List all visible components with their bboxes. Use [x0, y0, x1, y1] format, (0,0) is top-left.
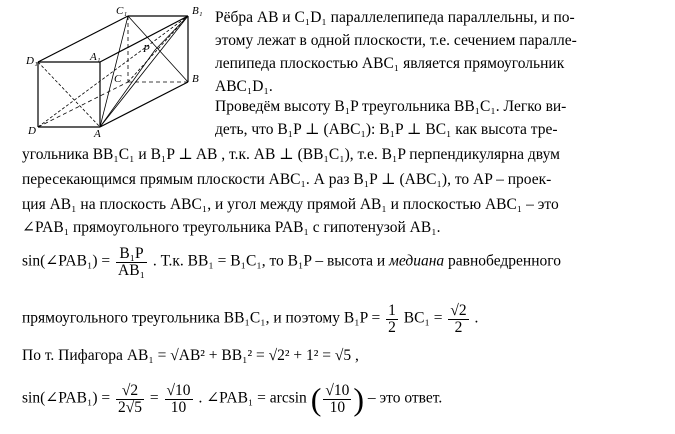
after-mediana-text: равнобедренного [444, 252, 561, 270]
period: . [474, 309, 479, 327]
fraction-b1p-ab1 [116, 246, 147, 278]
fraction-numerator: √2 [450, 302, 467, 319]
diagonals [38, 16, 188, 127]
fraction-denominator: 2 [454, 318, 463, 336]
label-p: P [143, 43, 150, 55]
angle-text: . ∠PAB₁ = arcsin [198, 389, 307, 407]
label-d: D [28, 125, 36, 137]
label-d1: D₁ [26, 55, 38, 67]
label-b: B [192, 73, 199, 85]
fraction-denominator: 10 [170, 398, 187, 416]
fraction-numerator: √10 [325, 382, 350, 399]
label-c: C [114, 73, 122, 85]
label-a: A [94, 128, 101, 140]
text-line-3: лепипеда плоскостью ABC₁ является прямоугольник [215, 55, 565, 72]
sin2-lhs: sin(∠PAB₁) = [22, 389, 111, 407]
text-line-4: ABC₁D₁. [215, 78, 273, 95]
fraction-sqrt10-10 [165, 383, 193, 415]
fraction-half [386, 303, 398, 335]
l12-text: прямоугольного треугольника BB₁C₁, и поэтому B₁P = [22, 309, 381, 327]
text-line-6: деть, что B₁P ⊥ (ABC₁): B₁P ⊥ BC₁ как высота тре- [215, 121, 558, 138]
label-c1: C₁ [116, 5, 128, 17]
text-line-10: ∠PAB₁ прямоугольного треугольника PAB₁ с гипотенузой AB₁. [22, 219, 441, 236]
fraction-denominator: AB₁ [118, 261, 145, 279]
right-paren: ) [353, 381, 365, 417]
answer-text: – это ответ. [367, 389, 443, 407]
fraction-sqrt2-2sqrt5 [116, 383, 144, 415]
pythagoras-line: По т. Пифагора AB₁ = √AB² + BB₁² = √2² + 1² = √5 , [22, 347, 359, 364]
mediana-word: медиана [389, 252, 445, 270]
fraction-numerator: √2 [116, 383, 144, 400]
label-b1: B₁ [192, 5, 203, 17]
text-line-12 [22, 303, 478, 335]
text-line-7: угольника BB₁C₁ и B₁P ⊥ AB , т.к. AB ⊥ (BB₁C₁), т.е. B₁P перпендикулярна двум [22, 146, 560, 163]
text-line-8: пересекающимся прямым плоскости ABC₁. А раз B₁P ⊥ (ABC₁), то AP – проек- [22, 171, 552, 188]
final-equation-line [22, 383, 442, 415]
left-paren: ( [310, 381, 322, 417]
fraction-arcsin-arg [323, 383, 351, 415]
after-fraction-text: . Т.к. BB₁ = B₁C₁, то B₁P – высота и [152, 252, 389, 270]
fraction-denominator: 2√5 [118, 398, 143, 416]
fraction-sqrt2-2 [448, 303, 468, 335]
fraction-numerator: B₁P [116, 246, 147, 263]
text-line-1: Рёбра AB и C₁D₁ параллелепипеда параллельны, и по- [215, 9, 575, 26]
text-line-5: Проведём высоту B₁P треугольника BB₁C₁. Легко ви- [215, 98, 567, 115]
label-a1: A₁ [90, 51, 101, 63]
parallelepiped-diagram [0, 0, 210, 140]
fraction-denominator: 2 [388, 318, 396, 336]
equals-sign: = [149, 389, 159, 407]
text-line-9: ция AB₁ на плоскость ABC₁, и угол между прямой AB₁ и плоскостью ABC₁ – это [22, 196, 559, 213]
fraction-numerator: √10 [166, 382, 191, 399]
sin-equation-line [22, 246, 561, 278]
text-line-2: этому лежат в одной плоскости, т.е. сечением паралле- [215, 32, 577, 49]
bc1-text: BC₁ = [403, 309, 443, 327]
fraction-numerator: 1 [388, 302, 396, 319]
sin-lhs: sin(∠PAB₁) = [22, 252, 111, 270]
fraction-denominator: 10 [329, 398, 346, 416]
